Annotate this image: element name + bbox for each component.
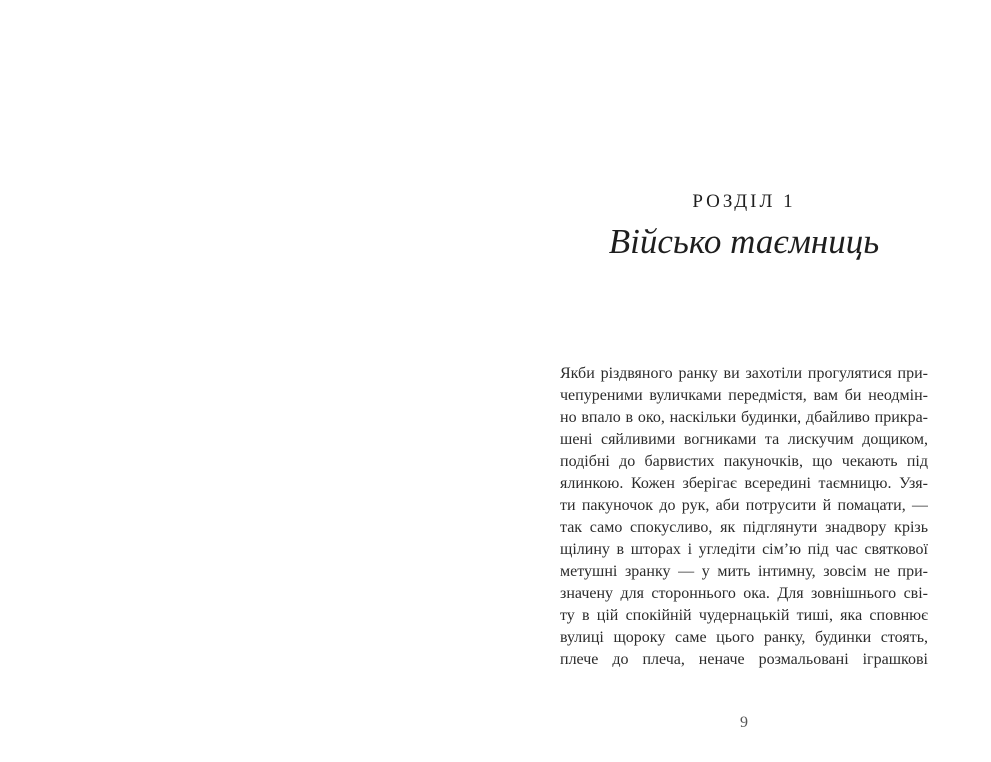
body-paragraph <box>560 363 928 671</box>
body-line: ту в цій спокійній чудернацькій тиші, яка сповнює <box>560 607 928 624</box>
body-line: чепуреними вуличками передмістя, вам би неодмін- <box>560 387 928 404</box>
left-page-blank <box>0 0 495 762</box>
body-line: значену для стороннього ока. Для зовнішнього сві- <box>560 585 928 602</box>
page-number: 9 <box>740 714 748 731</box>
body-line: вулиці щороку саме цього ранку, будинки стоять, <box>560 629 928 646</box>
body-line: Якби різдвяного ранку ви захотіли прогулятися при- <box>560 365 928 382</box>
body-line: так само спокусливо, як підглянути знадвору крізь <box>560 519 928 536</box>
right-page-text-column <box>560 0 928 762</box>
body-line: подібні до барвистих пакуночків, що чекають під <box>560 453 928 470</box>
body-line: плече до плеча, неначе розмальовані іграшкові <box>560 651 928 668</box>
body-line: ялинкою. Кожен зберігає всередині таємницю. Узя- <box>560 475 928 492</box>
chapter-title: Військо таємниць <box>608 222 880 261</box>
body-line: шені сяйливими вогниками та лискучим дощиком, <box>560 431 928 448</box>
body-line: но впало в око, наскільки будинки, дбайливо прикра- <box>560 409 928 426</box>
body-line: метушні зранку — у мить інтимну, зовсім не при- <box>560 563 928 580</box>
chapter-label: РОЗДІЛ 1 <box>692 191 796 212</box>
body-line: ти пакуночок до рук, аби потрусити й помацати, — <box>560 497 928 514</box>
body-line: щілину в шторах і угледіти сім’ю під час святкової <box>560 541 928 558</box>
